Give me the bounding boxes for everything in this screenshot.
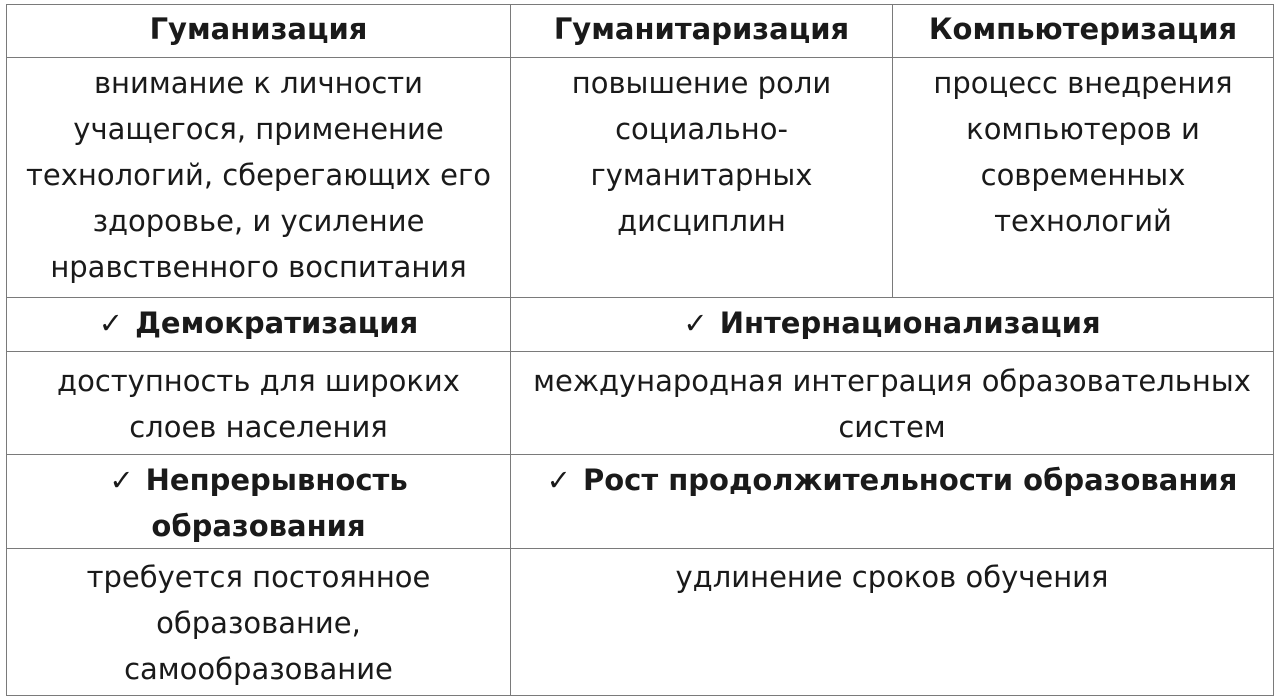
header-humanization: Гуманизация (149, 12, 368, 46)
body-democratization: доступность для широких слоев населения (57, 364, 460, 444)
header-continuity (7, 457, 510, 548)
checkmark-icon: ✓ (109, 463, 134, 497)
checkmark-icon: ✓ (546, 463, 571, 497)
body-duration-growth: удлинение сроков обучения (675, 560, 1109, 594)
header-internationalization (511, 300, 1273, 351)
body-continuity: требуется постоянное образование, самообразование (86, 560, 431, 686)
header-humanitarization: Гуманитаризация (553, 12, 850, 46)
header-democratization (7, 300, 510, 351)
checkmark-icon: ✓ (683, 306, 708, 340)
header-democratization-label: Демократизация (135, 306, 419, 340)
header-duration-growth-label: Рост продолжительности образования (582, 463, 1238, 497)
header-continuity-label: Непрерывность образования (145, 463, 408, 543)
directions-table (6, 4, 1274, 696)
header-internationalization-label: Интернационализация (719, 306, 1101, 340)
body-humanitarization: повышение роли социально-гуманитарных дисциплин (571, 66, 832, 238)
body-internationalization: международная интеграция образовательных систем (533, 364, 1251, 444)
checkmark-icon: ✓ (98, 306, 124, 340)
header-computerization: Компьютеризация (928, 12, 1238, 46)
body-humanization: внимание к личности учащегося, применение технологий, сберегающих его здоровье, и усиление нравственного воспитания (26, 66, 491, 284)
body-computerization: процесс внедрения компьютеров и современных технологий (933, 66, 1233, 238)
header-duration-growth (511, 457, 1273, 548)
